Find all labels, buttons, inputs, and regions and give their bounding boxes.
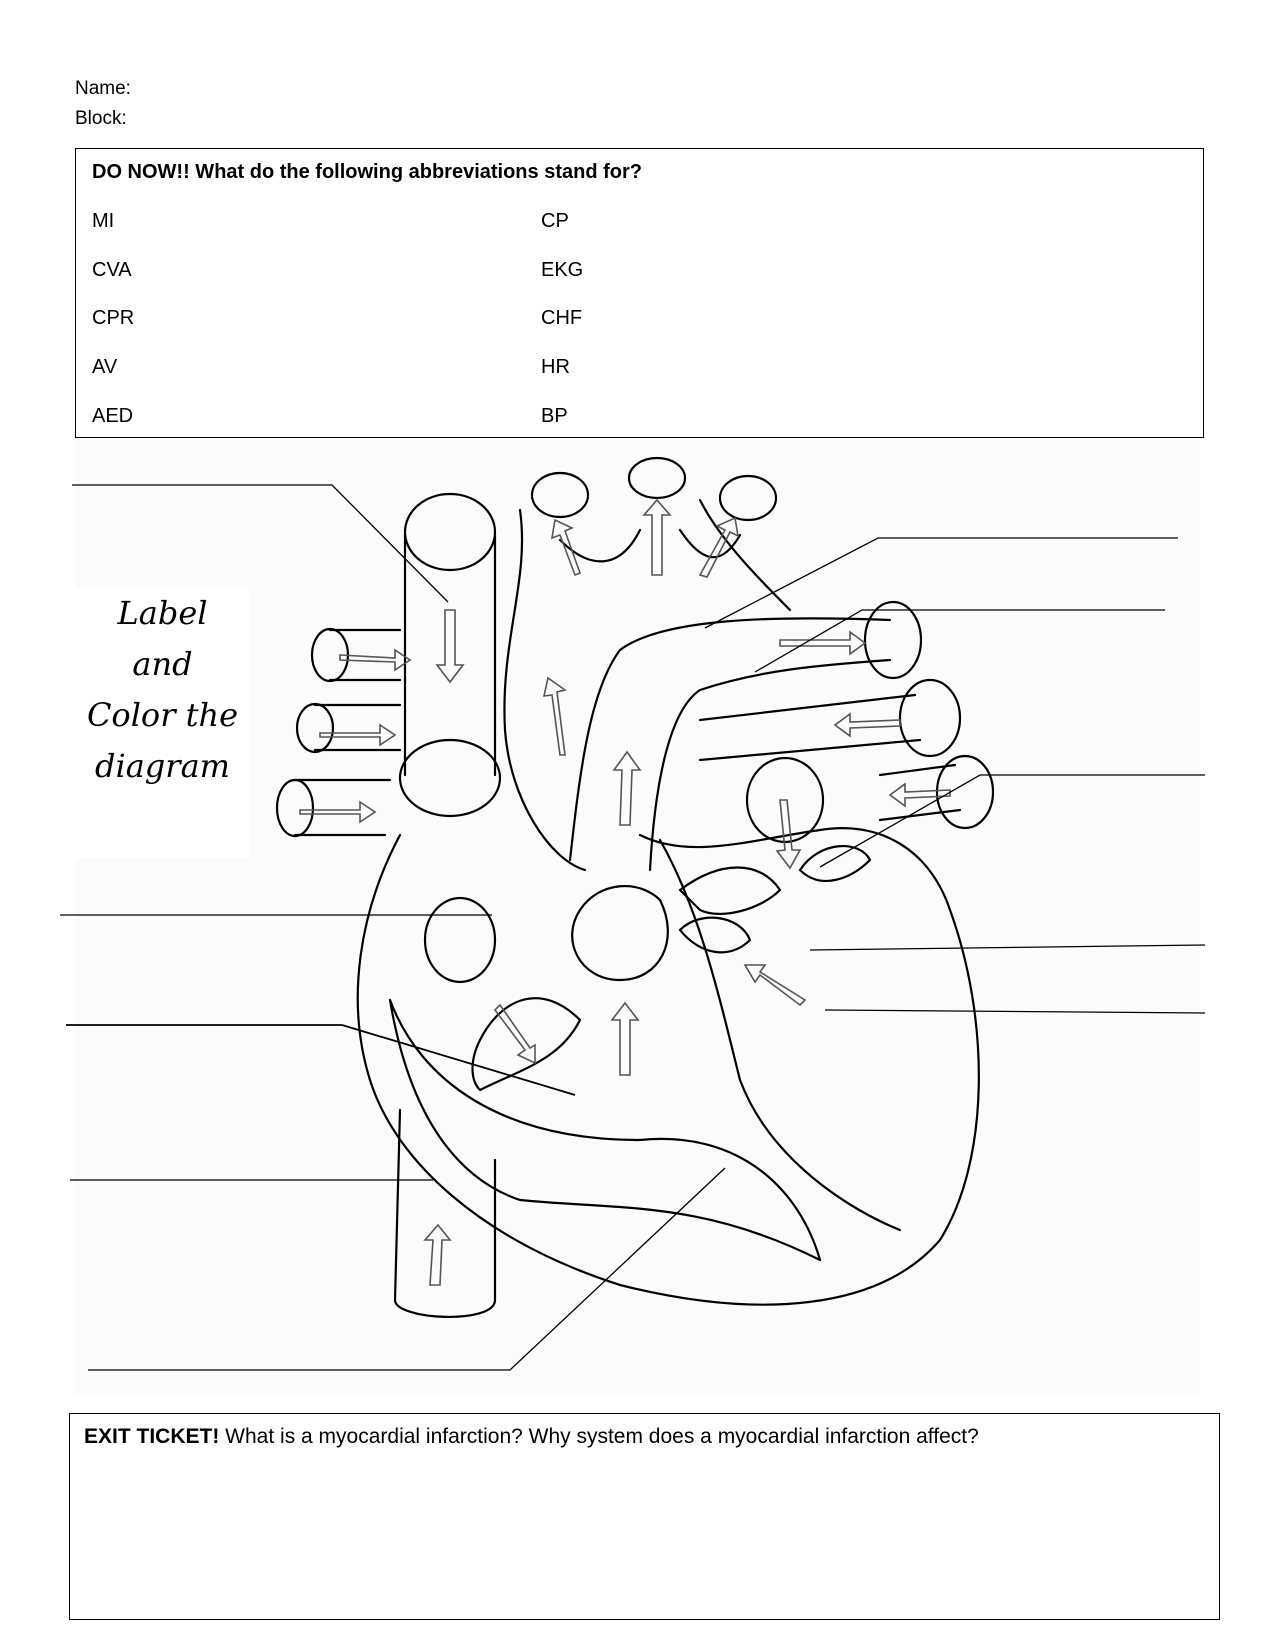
do-now-title: DO NOW!! What do the following abbreviations stand for? bbox=[92, 161, 642, 183]
tricuspid-valve bbox=[473, 998, 581, 1090]
label-line-8 bbox=[66, 1025, 575, 1095]
flow-arrow bbox=[495, 1005, 535, 1063]
exit-ticket-question: What is a myocardial infarction? Why system does a myocardial infarction affect? bbox=[219, 1425, 979, 1448]
flow-arrow bbox=[835, 714, 900, 736]
left-ventricle-wall bbox=[660, 840, 900, 1230]
heart-illustration bbox=[0, 440, 1275, 1400]
pulmonary-vein-upper bbox=[700, 695, 920, 760]
label-line-2 bbox=[705, 538, 1178, 628]
inferior-vena-cava bbox=[395, 1110, 495, 1317]
instruction-line-1: Label bbox=[117, 594, 208, 632]
block-label: Block: bbox=[75, 108, 127, 129]
name-label: Name: bbox=[75, 78, 131, 99]
exit-ticket-label: EXIT TICKET! bbox=[84, 1425, 220, 1448]
abbr-aed: AED bbox=[92, 405, 134, 427]
aortic-valve bbox=[572, 886, 668, 980]
flow-arrow bbox=[745, 965, 805, 1005]
label-line-6 bbox=[810, 945, 1205, 950]
mitral-valve bbox=[680, 846, 870, 914]
heart-diagram bbox=[0, 440, 1275, 1400]
flow-arrow bbox=[437, 610, 463, 682]
instruction-text bbox=[75, 588, 250, 858]
abbr-hr: HR bbox=[541, 356, 570, 378]
abbr-cpr: CPR bbox=[92, 307, 135, 329]
exit-ticket-box bbox=[69, 1413, 1220, 1620]
tricuspid-opening bbox=[425, 898, 495, 982]
label-line-4 bbox=[820, 775, 1205, 867]
instruction-line-3: Color the bbox=[86, 696, 239, 734]
abbr-bp: BP bbox=[541, 405, 568, 427]
flow-arrow bbox=[644, 500, 670, 575]
pulmonary-valve bbox=[680, 918, 750, 953]
abbr-mi: MI bbox=[92, 210, 115, 232]
abbr-av: AV bbox=[92, 356, 118, 378]
abbr-cp: CP bbox=[541, 210, 569, 232]
aortic-arch bbox=[504, 500, 790, 870]
do-now-box bbox=[75, 148, 1204, 438]
abbr-cva: CVA bbox=[92, 259, 132, 281]
label-line-10 bbox=[88, 1168, 725, 1370]
flow-arrow bbox=[890, 784, 950, 806]
flow-arrow bbox=[552, 520, 580, 575]
abbr-ekg: EKG bbox=[541, 259, 584, 281]
instruction-line-4: diagram bbox=[95, 747, 230, 785]
flow-arrow bbox=[614, 752, 640, 825]
flow-arrow bbox=[544, 678, 565, 755]
flow-arrow bbox=[612, 1003, 638, 1075]
pulmonary-trunk bbox=[570, 618, 890, 870]
instruction-line-2: and bbox=[132, 645, 193, 683]
flow-arrow bbox=[340, 650, 410, 670]
exit-ticket-text bbox=[84, 1425, 979, 1449]
label-line-7 bbox=[825, 1010, 1205, 1013]
label-line-1 bbox=[72, 485, 448, 602]
pulmonary-vein-lower bbox=[880, 765, 960, 820]
flow-arrow bbox=[425, 1225, 450, 1285]
septum-wall bbox=[390, 1000, 820, 1260]
abbr-chf: CHF bbox=[541, 307, 583, 329]
